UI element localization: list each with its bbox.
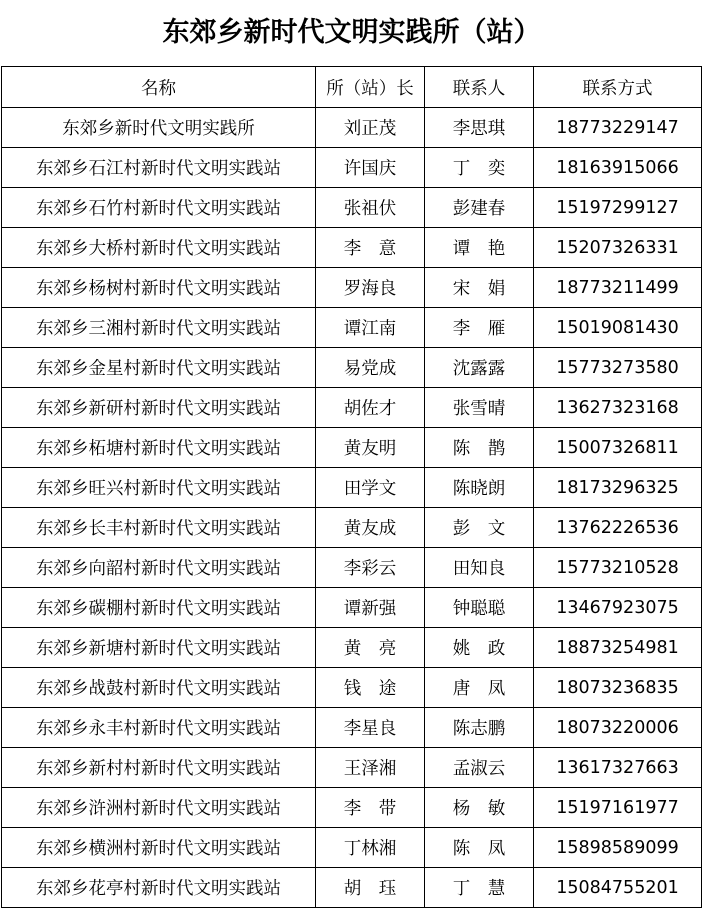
table-row: [2, 708, 702, 748]
cell-phone-number: 15007326811: [534, 428, 702, 468]
cell-phone-number: 13627323168: [534, 388, 702, 428]
table-row: [2, 468, 702, 508]
cell-station-head: 黄 亮: [316, 628, 425, 668]
cell-contact-person: 丁 慧: [425, 868, 534, 908]
cell-station-head: 黄友明: [316, 428, 425, 468]
cell-station-name: 东郊乡花亭村新时代文明实践站: [2, 868, 316, 908]
cell-contact-person: 孟淑云: [425, 748, 534, 788]
cell-station-head: 钱 途: [316, 668, 425, 708]
cell-station-head: 易党成: [316, 348, 425, 388]
table-row: [2, 108, 702, 148]
cell-station-name: 东郊乡碳棚村新时代文明实践站: [2, 588, 316, 628]
table-row: [2, 388, 702, 428]
cell-station-name: 东郊乡杨树村新时代文明实践站: [2, 268, 316, 308]
cell-phone-number: 18163915066: [534, 148, 702, 188]
cell-station-name: 东郊乡新塘村新时代文明实践站: [2, 628, 316, 668]
column-header-name: 名称: [2, 67, 316, 108]
cell-contact-person: 陈 凤: [425, 828, 534, 868]
table-body: [2, 108, 702, 908]
cell-station-name: 东郊乡三湘村新时代文明实践站: [2, 308, 316, 348]
table-row: [2, 348, 702, 388]
cell-station-name: 东郊乡旺兴村新时代文明实践站: [2, 468, 316, 508]
cell-station-name: 东郊乡向韶村新时代文明实践站: [2, 548, 316, 588]
cell-station-name: 东郊乡柘塘村新时代文明实践站: [2, 428, 316, 468]
cell-station-head: 李 意: [316, 228, 425, 268]
table-row: [2, 788, 702, 828]
table-row: [2, 828, 702, 868]
cell-station-head: 刘正茂: [316, 108, 425, 148]
cell-station-name: 东郊乡新村村新时代文明实践站: [2, 748, 316, 788]
cell-phone-number: 18173296325: [534, 468, 702, 508]
cell-contact-person: 陈志鹏: [425, 708, 534, 748]
cell-station-head: 田学文: [316, 468, 425, 508]
cell-contact-person: 彭 文: [425, 508, 534, 548]
cell-phone-number: 18773229147: [534, 108, 702, 148]
cell-station-name: 东郊乡新时代文明实践所: [2, 108, 316, 148]
cell-contact-person: 彭建春: [425, 188, 534, 228]
cell-phone-number: 15207326331: [534, 228, 702, 268]
cell-phone-number: 13617327663: [534, 748, 702, 788]
cell-station-name: 东郊乡长丰村新时代文明实践站: [2, 508, 316, 548]
table-row: [2, 588, 702, 628]
cell-phone-number: 18873254981: [534, 628, 702, 668]
cell-station-head: 胡 珏: [316, 868, 425, 908]
cell-station-head: 丁林湘: [316, 828, 425, 868]
cell-station-name: 东郊乡大桥村新时代文明实践站: [2, 228, 316, 268]
cell-contact-person: 陈晓朗: [425, 468, 534, 508]
table-row: [2, 308, 702, 348]
cell-contact-person: 杨 敏: [425, 788, 534, 828]
cell-phone-number: 13467923075: [534, 588, 702, 628]
table-row: [2, 508, 702, 548]
cell-station-head: 许国庆: [316, 148, 425, 188]
cell-contact-person: 丁 奕: [425, 148, 534, 188]
column-header-head: 所（站）长: [316, 67, 425, 108]
table-row: [2, 188, 702, 228]
cell-phone-number: 15197161977: [534, 788, 702, 828]
cell-station-name: 东郊乡战鼓村新时代文明实践站: [2, 668, 316, 708]
cell-station-name: 东郊乡横洲村新时代文明实践站: [2, 828, 316, 868]
cell-station-name: 东郊乡浒洲村新时代文明实践站: [2, 788, 316, 828]
cell-station-name: 东郊乡石竹村新时代文明实践站: [2, 188, 316, 228]
cell-phone-number: 15197299127: [534, 188, 702, 228]
cell-station-head: 李彩云: [316, 548, 425, 588]
cell-phone-number: 15773210528: [534, 548, 702, 588]
cell-phone-number: 15019081430: [534, 308, 702, 348]
cell-contact-person: 陈 鹊: [425, 428, 534, 468]
cell-phone-number: 15084755201: [534, 868, 702, 908]
cell-contact-person: 唐 凤: [425, 668, 534, 708]
cell-station-head: 罗海良: [316, 268, 425, 308]
table-row: [2, 228, 702, 268]
cell-contact-person: 宋 娟: [425, 268, 534, 308]
table-row: [2, 268, 702, 308]
table-row: [2, 428, 702, 468]
cell-phone-number: 15898589099: [534, 828, 702, 868]
column-header-phone: 联系方式: [534, 67, 702, 108]
cell-station-head: 胡佐才: [316, 388, 425, 428]
table-row: [2, 548, 702, 588]
cell-contact-person: 姚 政: [425, 628, 534, 668]
cell-station-name: 东郊乡金星村新时代文明实践站: [2, 348, 316, 388]
cell-station-head: 谭新强: [316, 588, 425, 628]
cell-phone-number: 18073236835: [534, 668, 702, 708]
page-title: 东郊乡新时代文明实践所（站）: [162, 17, 541, 48]
table-row: [2, 628, 702, 668]
cell-station-head: 谭江南: [316, 308, 425, 348]
cell-station-head: 张祖伏: [316, 188, 425, 228]
cell-contact-person: 钟聪聪: [425, 588, 534, 628]
cell-phone-number: 18773211499: [534, 268, 702, 308]
cell-contact-person: 李思琪: [425, 108, 534, 148]
cell-station-head: 黄友成: [316, 508, 425, 548]
cell-contact-person: 张雪晴: [425, 388, 534, 428]
cell-contact-person: 田知良: [425, 548, 534, 588]
cell-phone-number: 18073220006: [534, 708, 702, 748]
cell-station-name: 东郊乡石江村新时代文明实践站: [2, 148, 316, 188]
cell-station-name: 东郊乡新研村新时代文明实践站: [2, 388, 316, 428]
table-row: [2, 748, 702, 788]
cell-contact-person: 沈露露: [425, 348, 534, 388]
cell-contact-person: 李 雁: [425, 308, 534, 348]
cell-station-name: 东郊乡永丰村新时代文明实践站: [2, 708, 316, 748]
cell-station-head: 李星良: [316, 708, 425, 748]
cell-contact-person: 谭 艳: [425, 228, 534, 268]
table-row: [2, 668, 702, 708]
table-row: [2, 148, 702, 188]
stations-table: [1, 66, 702, 908]
table-row: [2, 868, 702, 908]
column-header-contact: 联系人: [425, 67, 534, 108]
cell-phone-number: 15773273580: [534, 348, 702, 388]
cell-station-head: 李 带: [316, 788, 425, 828]
table-header-row: [2, 67, 702, 108]
cell-station-head: 王泽湘: [316, 748, 425, 788]
cell-phone-number: 13762226536: [534, 508, 702, 548]
